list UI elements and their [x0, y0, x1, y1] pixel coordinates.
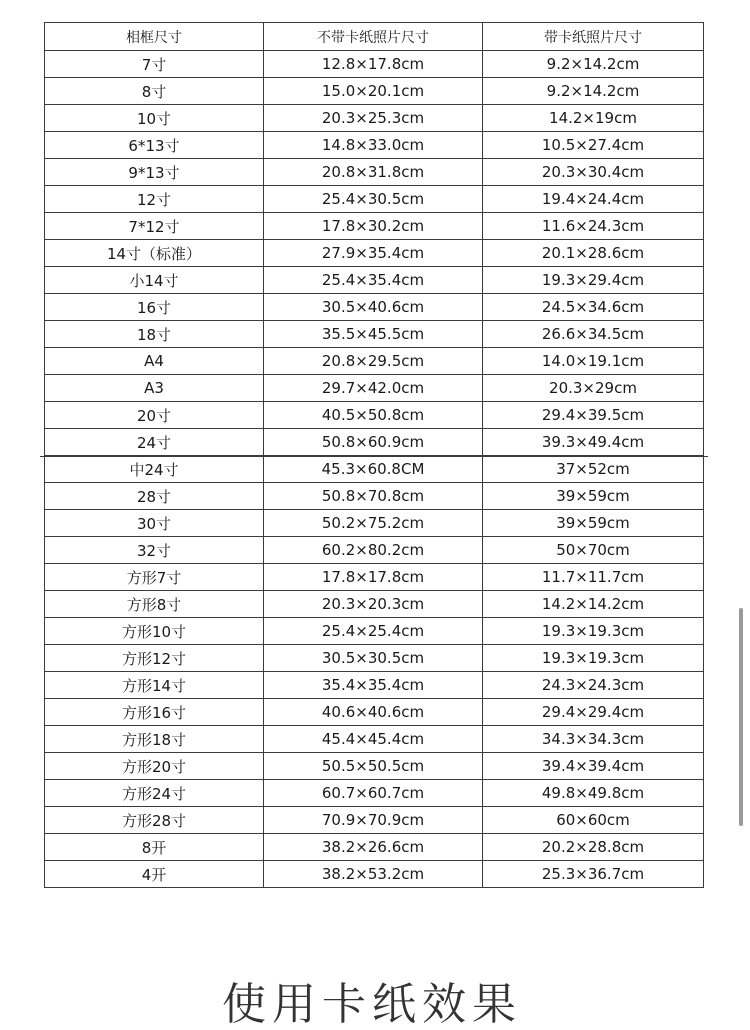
cell-frame-size: 方形28寸 [45, 807, 264, 834]
cell-frame-size: 中24寸 [45, 456, 264, 483]
cell-photo-without-mat: 45.3×60.8CM [264, 456, 483, 483]
table-row [45, 591, 704, 618]
table-row [45, 483, 704, 510]
frame-size-table [44, 22, 704, 888]
cell-photo-with-mat: 49.8×49.8cm [483, 780, 704, 807]
cell-photo-without-mat: 40.6×40.6cm [264, 699, 483, 726]
cell-photo-without-mat: 17.8×30.2cm [264, 213, 483, 240]
cell-frame-size: 24寸 [45, 429, 264, 456]
table-row [45, 213, 704, 240]
table-row [45, 780, 704, 807]
cell-photo-with-mat: 24.5×34.6cm [483, 294, 704, 321]
cell-photo-without-mat: 30.5×30.5cm [264, 645, 483, 672]
table-row [45, 429, 704, 456]
cell-photo-without-mat: 25.4×25.4cm [264, 618, 483, 645]
table-row [45, 105, 704, 132]
table-row [45, 564, 704, 591]
cell-photo-with-mat: 39.3×49.4cm [483, 429, 704, 456]
cell-photo-with-mat: 19.3×19.3cm [483, 618, 704, 645]
table-row [45, 753, 704, 780]
cell-photo-without-mat: 29.7×42.0cm [264, 375, 483, 402]
cell-photo-with-mat: 34.3×34.3cm [483, 726, 704, 753]
cell-photo-with-mat: 39×59cm [483, 483, 704, 510]
table-row [45, 672, 704, 699]
cell-photo-without-mat: 70.9×70.9cm [264, 807, 483, 834]
cell-frame-size: 方形14寸 [45, 672, 264, 699]
section-heading: 使用卡纸效果 [222, 979, 522, 1030]
cell-photo-without-mat: 40.5×50.8cm [264, 402, 483, 429]
cell-frame-size: 方形18寸 [45, 726, 264, 753]
cell-frame-size: 9*13寸 [45, 159, 264, 186]
cell-frame-size: 10寸 [45, 105, 264, 132]
cell-frame-size: 14寸（标准） [45, 240, 264, 267]
cell-photo-with-mat: 24.3×24.3cm [483, 672, 704, 699]
cell-photo-with-mat: 50×70cm [483, 537, 704, 564]
table-body [45, 51, 704, 888]
cell-frame-size: 方形24寸 [45, 780, 264, 807]
cell-photo-without-mat: 60.2×80.2cm [264, 537, 483, 564]
cell-frame-size: 8寸 [45, 78, 264, 105]
cell-photo-with-mat: 11.6×24.3cm [483, 213, 704, 240]
cell-photo-without-mat: 27.9×35.4cm [264, 240, 483, 267]
cell-photo-without-mat: 20.8×31.8cm [264, 159, 483, 186]
cell-frame-size: 18寸 [45, 321, 264, 348]
table-row [45, 51, 704, 78]
cell-photo-with-mat: 14.2×14.2cm [483, 591, 704, 618]
cell-photo-without-mat: 20.3×20.3cm [264, 591, 483, 618]
header-photo-with-mat: 带卡纸照片尺寸 [483, 23, 704, 51]
cell-photo-without-mat: 25.4×35.4cm [264, 267, 483, 294]
cell-photo-with-mat: 26.6×34.5cm [483, 321, 704, 348]
table-row [45, 726, 704, 753]
cell-photo-with-mat: 37×52cm [483, 456, 704, 483]
cell-frame-size: 方形7寸 [45, 564, 264, 591]
cell-frame-size: 6*13寸 [45, 132, 264, 159]
cell-photo-with-mat: 60×60cm [483, 807, 704, 834]
cell-frame-size: 4开 [45, 861, 264, 888]
cell-photo-with-mat: 14.0×19.1cm [483, 348, 704, 375]
cell-photo-without-mat: 12.8×17.8cm [264, 51, 483, 78]
cell-photo-with-mat: 20.3×30.4cm [483, 159, 704, 186]
table-row [45, 267, 704, 294]
table-header [45, 23, 704, 51]
cell-photo-with-mat: 20.2×28.8cm [483, 834, 704, 861]
table-row [45, 375, 704, 402]
cell-frame-size: 28寸 [45, 483, 264, 510]
cell-frame-size: A4 [45, 348, 264, 375]
cell-photo-without-mat: 50.2×75.2cm [264, 510, 483, 537]
header-photo-without-mat: 不带卡纸照片尺寸 [264, 23, 483, 51]
cell-frame-size: 7*12寸 [45, 213, 264, 240]
cell-frame-size: 小14寸 [45, 267, 264, 294]
cell-frame-size: 7寸 [45, 51, 264, 78]
table-row [45, 321, 704, 348]
cell-photo-without-mat: 38.2×53.2cm [264, 861, 483, 888]
cell-photo-without-mat: 38.2×26.6cm [264, 834, 483, 861]
cell-photo-with-mat: 20.1×28.6cm [483, 240, 704, 267]
cell-frame-size: A3 [45, 375, 264, 402]
table-row [45, 159, 704, 186]
table-row [45, 807, 704, 834]
cell-frame-size: 方形20寸 [45, 753, 264, 780]
cell-photo-with-mat: 29.4×29.4cm [483, 699, 704, 726]
cell-photo-without-mat: 14.8×33.0cm [264, 132, 483, 159]
table-row [45, 834, 704, 861]
cell-photo-without-mat: 50.8×70.8cm [264, 483, 483, 510]
cell-photo-with-mat: 9.2×14.2cm [483, 51, 704, 78]
cell-frame-size: 方形12寸 [45, 645, 264, 672]
cell-frame-size: 方形10寸 [45, 618, 264, 645]
divider-line [40, 456, 708, 457]
cell-frame-size: 方形8寸 [45, 591, 264, 618]
cell-frame-size: 16寸 [45, 294, 264, 321]
table-row [45, 240, 704, 267]
cell-photo-with-mat: 29.4×39.5cm [483, 402, 704, 429]
cell-photo-without-mat: 25.4×30.5cm [264, 186, 483, 213]
cell-photo-without-mat: 17.8×17.8cm [264, 564, 483, 591]
cell-photo-without-mat: 20.8×29.5cm [264, 348, 483, 375]
cell-photo-with-mat: 25.3×36.7cm [483, 861, 704, 888]
cell-photo-without-mat: 45.4×45.4cm [264, 726, 483, 753]
table-row [45, 537, 704, 564]
table-row [45, 402, 704, 429]
table-row [45, 645, 704, 672]
cell-photo-with-mat: 19.3×19.3cm [483, 645, 704, 672]
cell-photo-with-mat: 39.4×39.4cm [483, 753, 704, 780]
table-row [45, 861, 704, 888]
table-row [45, 699, 704, 726]
cell-photo-with-mat: 10.5×27.4cm [483, 132, 704, 159]
cell-photo-with-mat: 14.2×19cm [483, 105, 704, 132]
cell-photo-without-mat: 50.8×60.9cm [264, 429, 483, 456]
scrollbar-thumb[interactable] [739, 608, 743, 826]
cell-photo-with-mat: 19.4×24.4cm [483, 186, 704, 213]
cell-frame-size: 方形16寸 [45, 699, 264, 726]
table-row [45, 510, 704, 537]
table-row [45, 186, 704, 213]
cell-frame-size: 8开 [45, 834, 264, 861]
cell-frame-size: 20寸 [45, 402, 264, 429]
header-frame-size: 相框尺寸 [45, 23, 264, 51]
cell-photo-with-mat: 11.7×11.7cm [483, 564, 704, 591]
table-row [45, 132, 704, 159]
cell-frame-size: 12寸 [45, 186, 264, 213]
cell-photo-with-mat: 9.2×14.2cm [483, 78, 704, 105]
cell-photo-without-mat: 50.5×50.5cm [264, 753, 483, 780]
cell-photo-without-mat: 35.4×35.4cm [264, 672, 483, 699]
cell-photo-without-mat: 15.0×20.1cm [264, 78, 483, 105]
table-row [45, 348, 704, 375]
cell-photo-with-mat: 39×59cm [483, 510, 704, 537]
cell-photo-without-mat: 20.3×25.3cm [264, 105, 483, 132]
table-row [45, 456, 704, 483]
cell-photo-without-mat: 30.5×40.6cm [264, 294, 483, 321]
table-row [45, 294, 704, 321]
cell-photo-without-mat: 35.5×45.5cm [264, 321, 483, 348]
table-row [45, 78, 704, 105]
cell-photo-with-mat: 20.3×29cm [483, 375, 704, 402]
cell-photo-without-mat: 60.7×60.7cm [264, 780, 483, 807]
table-row [45, 618, 704, 645]
cell-frame-size: 32寸 [45, 537, 264, 564]
cell-photo-with-mat: 19.3×29.4cm [483, 267, 704, 294]
cell-frame-size: 30寸 [45, 510, 264, 537]
header-row [45, 23, 704, 51]
